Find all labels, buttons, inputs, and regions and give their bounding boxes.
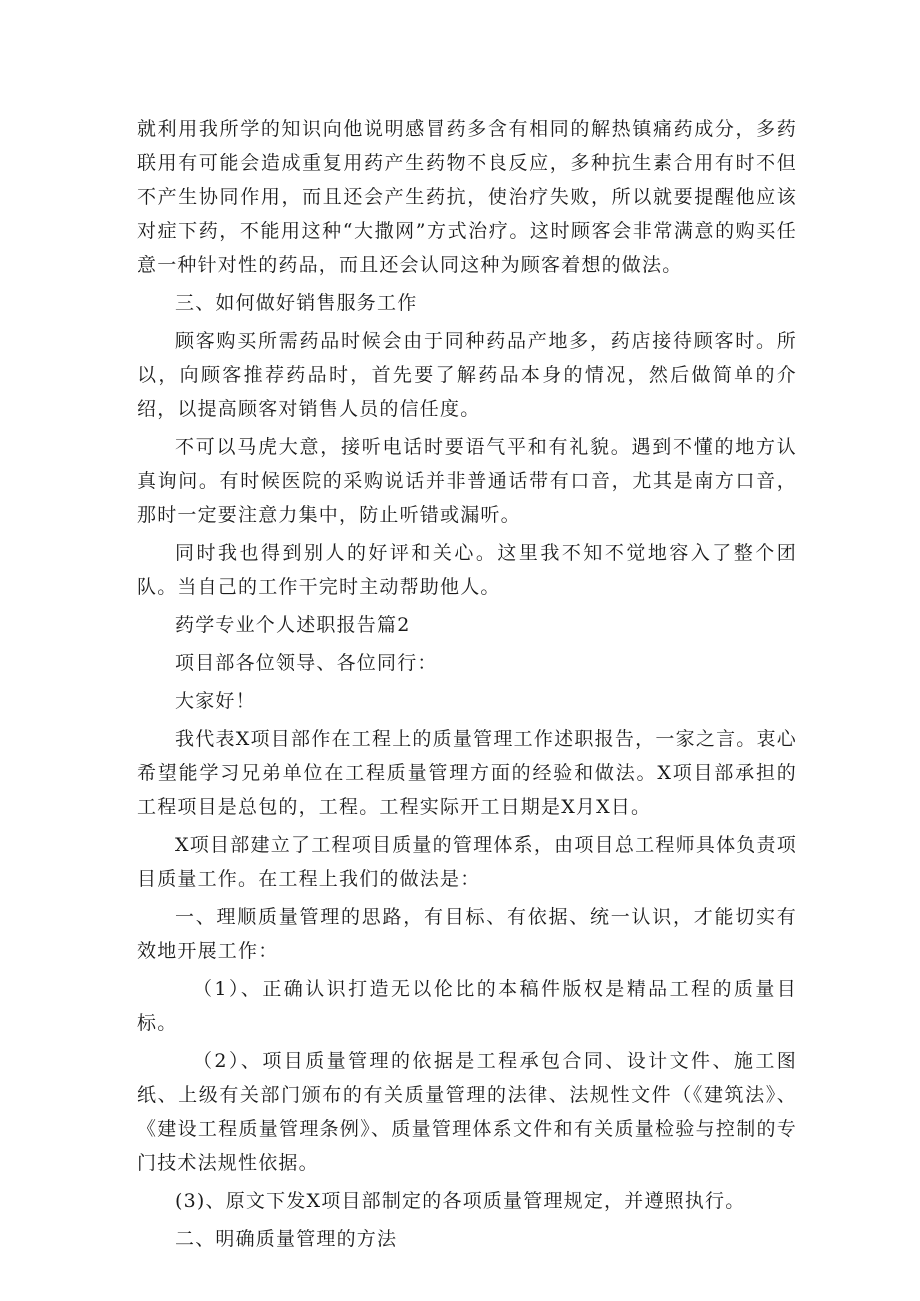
section-heading-3: 三、如何做好销售服务工作 bbox=[175, 292, 418, 314]
section-heading-2: 二、明确质量管理的方法 bbox=[175, 1228, 398, 1250]
paragraph-9: 我代表X项目部作在工程上的质量管理工作述职报告，一家之言。衷心希望能学习兄弟单位在工程质量管理方面的经验和做法。X项目部承担的工程项目是总包的，工程。工程实际开工日期是X月X日。 bbox=[137, 728, 797, 818]
list-item-3: (3)、原文下发X项目部制定的各项质量管理规定，并遵照执行。 bbox=[175, 1190, 746, 1212]
report-title-2: 药学专业个人述职报告篇2 bbox=[175, 614, 411, 636]
list-item-2: （2）、项目质量管理的依据是工程承包合同、设计文件、施工图纸、上级有关部门颁布的有关质量管理的法律、法规性文件（《建筑法》、《建设工程质量管理条例》、质量管理体系文件和有关质量检验与控制的专门技术法规性依据。 bbox=[137, 1050, 797, 1174]
paragraph-3: 顾客购买所需药品时候会由于同种药品产地多，药店接待顾客时。所以，向顾客推荐药品时，首先要了解药品本身的情况，然后做简单的介绍，以提高顾客对销售人员的信任度。 bbox=[137, 330, 797, 420]
paragraph-4: 不可以马虎大意，接听电话时要语气平和有礼貌。遇到不懂的地方认真询问。有时候医院的采购说话并非普通话带有口音，尤其是南方口音，那时一定要注意力集中，防止听错或漏听。 bbox=[137, 436, 797, 526]
paragraph-1: 就利用我所学的知识向他说明感冒药多含有相同的解热镇痛药成分，多药联用有可能会造成重复用药产生药物不良反应，多种抗生素合用有时不但不产生协同作用，而且还会产生药抗，使治疗失败，所以就要提醒他应该对症下药，不能用这种“大撒网”方式治疗。这时顾客会非常满意的购买任意一种针对性的药品，而且还会认同这种为顾客着想的做法。 bbox=[137, 118, 797, 276]
paragraph-11: 一、理顺质量管理的思路，有目标、有依据、统一认识，才能切实有效地开展工作： bbox=[137, 906, 797, 962]
greeting: 大家好！ bbox=[175, 690, 256, 712]
salutation: 项目部各位领导、各位同行： bbox=[175, 652, 438, 674]
document-body bbox=[137, 112, 797, 1260]
paragraph-5: 同时我也得到别人的好评和关心。这里我不知不觉地容入了整个团队。当自己的工作干完时主动帮助他人。 bbox=[137, 542, 797, 598]
list-item-1: （1）、正确认识打造无以伦比的本稿件版权是精品工程的质量目标。 bbox=[137, 978, 797, 1034]
paragraph-10: X项目部建立了工程项目质量的管理体系，由项目总工程师具体负责项目质量工作。在工程上我们的做法是： bbox=[137, 834, 797, 890]
